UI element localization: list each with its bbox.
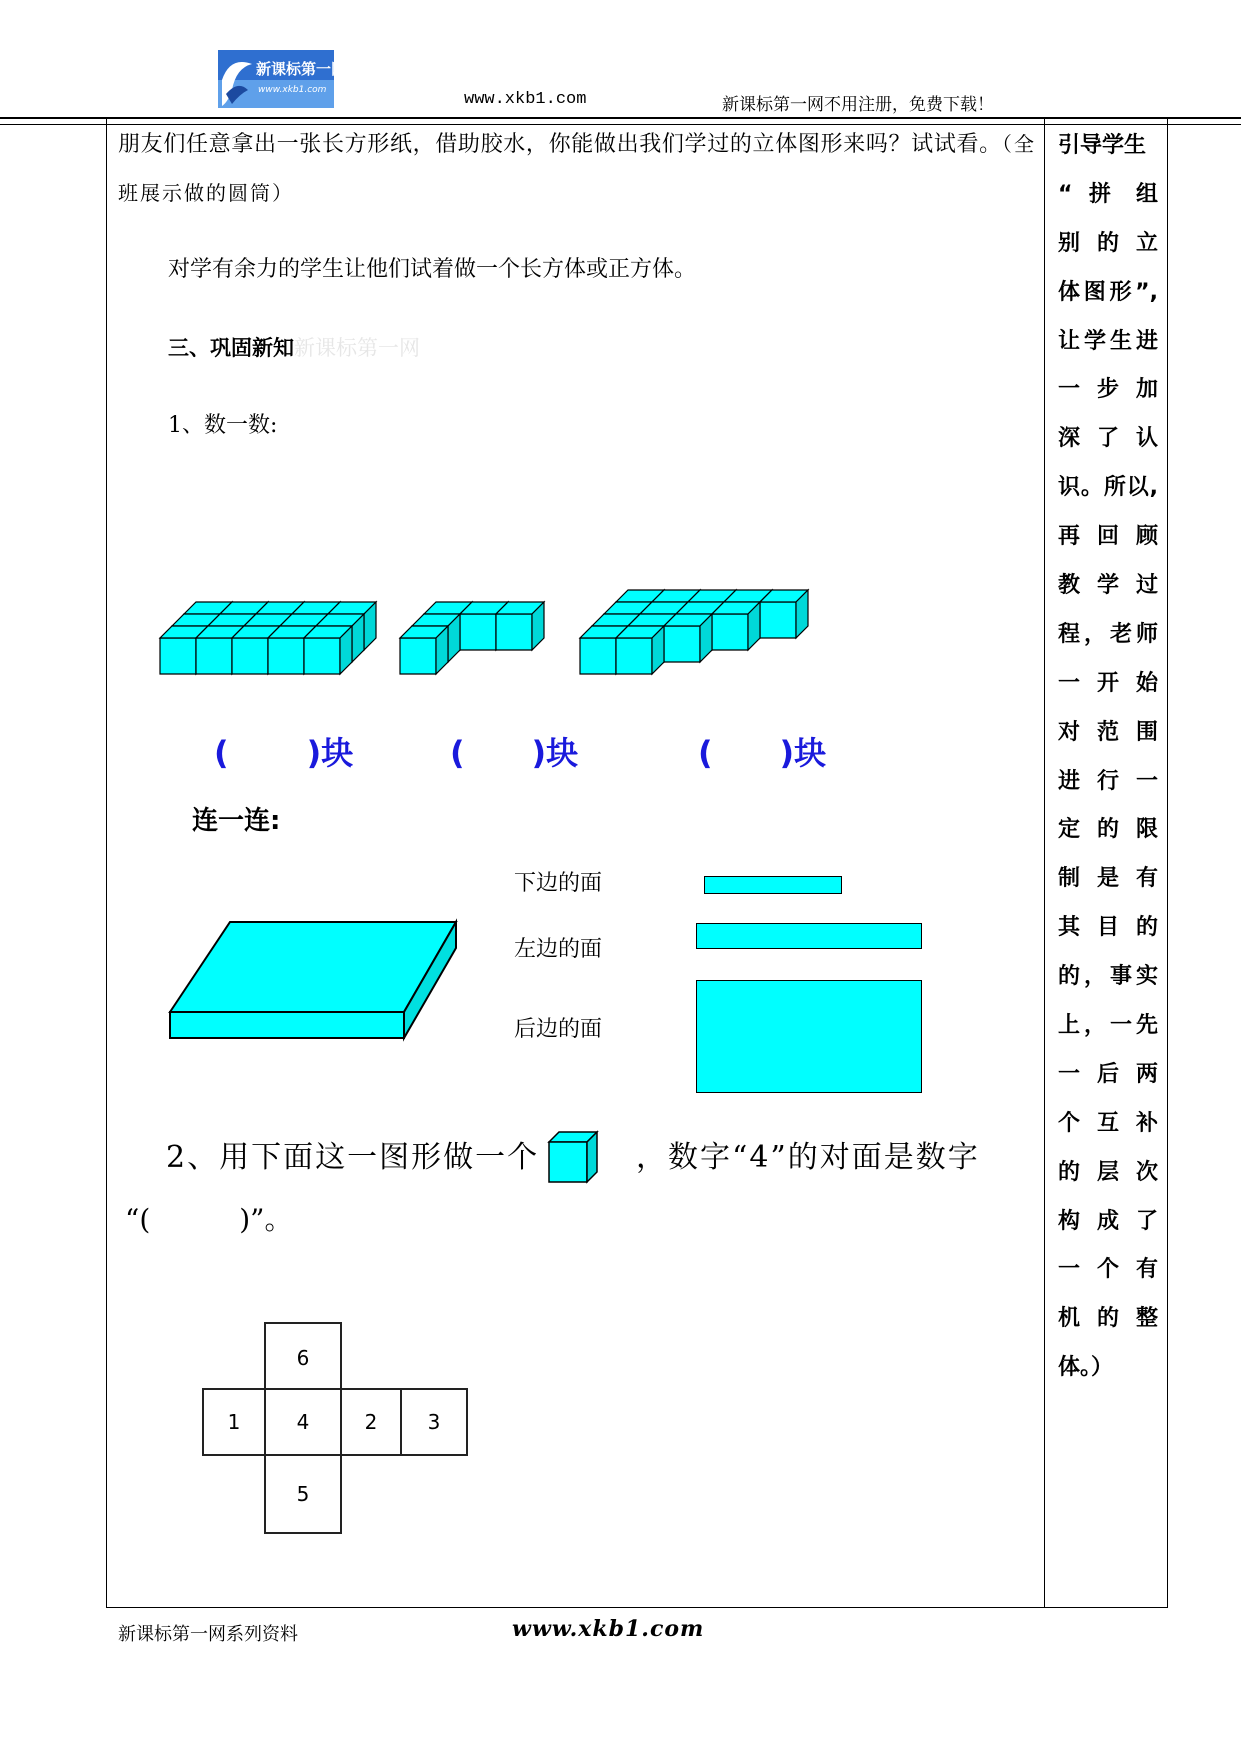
sidebar-line: 机 的 整	[1058, 1306, 1158, 1332]
connect-label: 连一连:	[192, 806, 281, 836]
activity-paragraph	[118, 120, 1036, 218]
net-face-1: 1	[202, 1388, 266, 1456]
sidebar-line: 的，事实	[1058, 964, 1158, 990]
sidebar-line: 体图形”,	[1058, 279, 1158, 305]
sidebar-line: 识。所以,	[1058, 475, 1158, 501]
sidebar-line: 构 成 了	[1058, 1208, 1158, 1234]
net-face-2: 2	[340, 1388, 402, 1456]
cube-figure-2	[400, 602, 544, 674]
activity-text: 朋友们任意拿出一张长方形纸，借助胶水，你能做出我们学过的立体图形来吗？试试看。	[118, 132, 1002, 157]
sidebar-line: 程，老师	[1058, 621, 1158, 647]
sidebar-line: 一 开 始	[1058, 670, 1158, 696]
sidebar-line: 上，一先	[1058, 1013, 1158, 1039]
question-1-label: 1、数一数:	[168, 413, 278, 438]
section-title-text: 三、巩固新知	[168, 336, 294, 360]
count-blank-2[interactable]: ( )块	[450, 734, 579, 772]
column-divider	[1044, 118, 1045, 1608]
sidebar-line: 对 范 围	[1058, 719, 1158, 745]
sidebar-line: 体。）	[1058, 1355, 1114, 1381]
logo-url: www.xkb1.com	[258, 85, 327, 95]
sidebar-line: “ 拼 组	[1058, 181, 1158, 207]
logo-text: 新课标第一网	[256, 60, 347, 78]
sidebar-line: 一 个 有	[1058, 1257, 1158, 1283]
net-face-5: 5	[264, 1454, 342, 1534]
cube-figures	[160, 580, 920, 700]
sidebar-line: 其 目 的	[1058, 915, 1158, 941]
section-watermark: 新课标第一网	[294, 336, 420, 360]
sidebar-line: 让学生进	[1058, 328, 1158, 354]
net-face-4: 4	[264, 1388, 342, 1456]
count-blank-1[interactable]: ( )块	[214, 734, 354, 772]
question-2-text-continued: ，数字“4”的对面是数字	[636, 1140, 980, 1175]
sidebar-line: 的 层 次	[1058, 1159, 1158, 1185]
net-face-3: 3	[400, 1388, 468, 1456]
sidebar-line: 个 互 补	[1058, 1110, 1158, 1136]
sidebar-line: 教 学 过	[1058, 573, 1158, 599]
face-shape-long	[696, 923, 922, 949]
header-slogan: 新课标第一网不用注册，免费下载！	[722, 95, 994, 115]
extension-paragraph: 对学有余力的学生让他们试着做一个长方体或正方体。	[168, 257, 697, 282]
face-label-bottom: 下边的面	[514, 871, 603, 896]
teaching-notes-column	[1058, 122, 1158, 1393]
sidebar-line: 定 的 限	[1058, 817, 1158, 843]
face-label-back: 后边的面	[514, 1017, 603, 1042]
count-blank-3[interactable]: ( )块	[698, 734, 827, 772]
site-logo	[218, 50, 347, 108]
sidebar-line: 制 是 有	[1058, 866, 1158, 892]
header-url[interactable]: www.xkb1.com	[464, 90, 587, 109]
cube-figure-3	[580, 590, 808, 674]
cuboid-figure	[168, 918, 468, 1042]
sidebar-line: 别 的 立	[1058, 230, 1158, 256]
question-2-text	[166, 1132, 539, 1176]
small-cube-icon	[546, 1130, 602, 1184]
section-title	[168, 324, 420, 372]
sidebar-line: 一 步 加	[1058, 377, 1158, 403]
net-face-6: 6	[264, 1322, 342, 1390]
face-shape-thin	[704, 876, 842, 894]
footer-series: 新课标第一网系列资料	[118, 1624, 298, 1645]
activity-note: （全班展示做的圆筒）	[118, 132, 1036, 205]
sidebar-line: 深 了 认	[1058, 426, 1158, 452]
question-2-answer-blank[interactable]: “( )”。	[125, 1203, 293, 1236]
cube-figure-1	[160, 602, 376, 674]
face-label-left: 左边的面	[514, 937, 603, 962]
sidebar-line: 再 回 顾	[1058, 524, 1158, 550]
face-shape-large	[696, 980, 922, 1093]
question-2-part1: 2、用下面这一图形做一个	[166, 1140, 540, 1175]
sidebar-line: 进 行 一	[1058, 768, 1158, 794]
sidebar-line: 一 后 两	[1058, 1061, 1158, 1087]
footer-url[interactable]: www.xkb1.com	[512, 1616, 705, 1642]
sidebar-line: 引导学生	[1058, 133, 1147, 158]
